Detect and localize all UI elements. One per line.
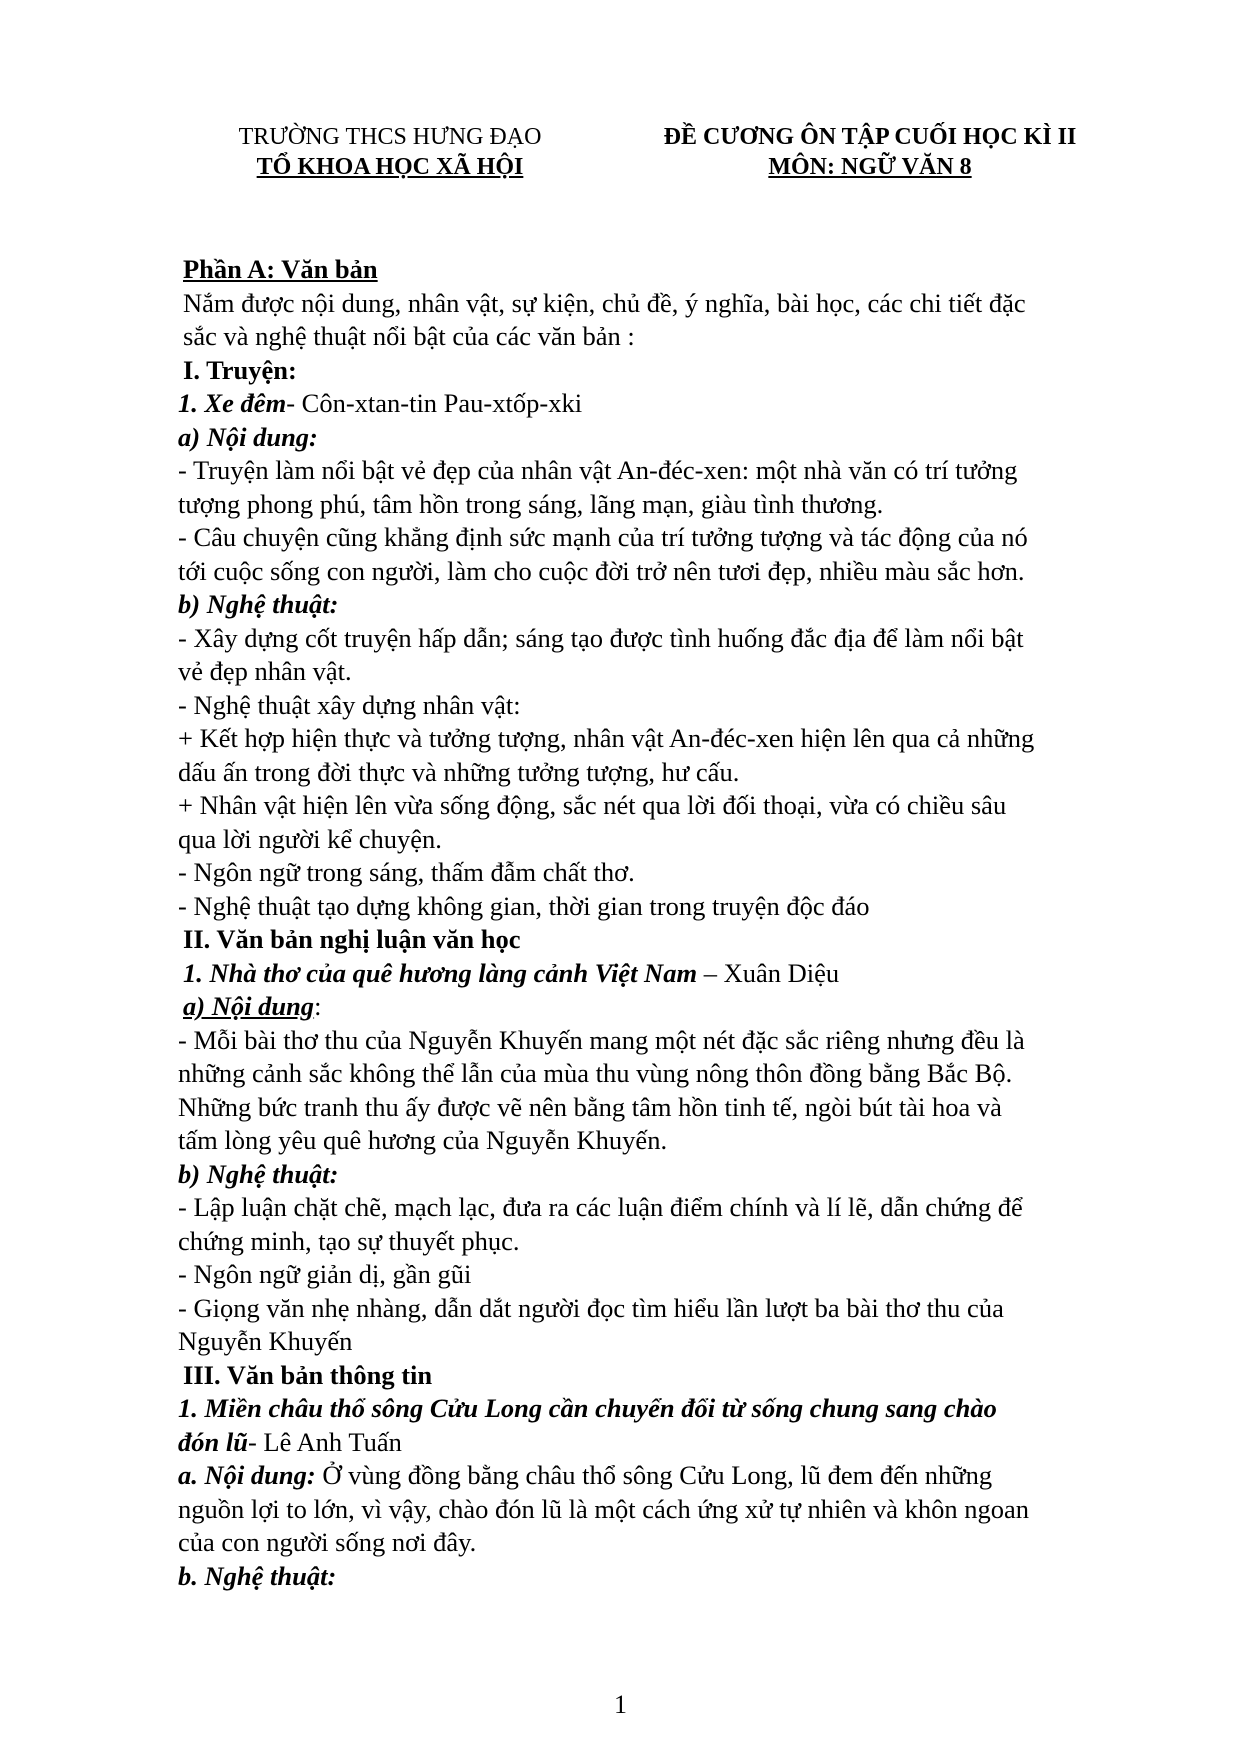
section-1-heading: I. Truyện: xyxy=(183,354,297,385)
paragraph-line: tới cuộc sống con người, làm cho cuộc đời trở nên tươi đẹp, nhiều màu sắc hơn. xyxy=(178,555,1025,586)
content-label-colon: : xyxy=(314,991,322,1021)
content-label-line xyxy=(178,990,1138,1024)
paragraph-line: - Nghệ thuật tạo dựng không gian, thời gian trong truyện độc đáo xyxy=(178,890,870,921)
paragraph-line: Những bức tranh thu ấy được vẽ nên bằng tâm hồn tinh tế, ngòi bút tài hoa và xyxy=(178,1091,1002,1122)
paragraph-line: + Kết hợp hiện thực và tưởng tượng, nhân vật An-đéc-xen hiện lên qua cả những xyxy=(178,723,1035,753)
paragraph-line: - Truyện làm nổi bật vẻ đẹp của nhân vật An-đéc-xen: một nhà văn có trí tưởng xyxy=(178,455,1018,485)
work-author: - Côn-xtan-tin Pau-xtốp-xki xyxy=(286,388,583,418)
content-label: a) Nội dung xyxy=(183,991,315,1021)
paragraph-line: tượng phong phú, tâm hồn trong sáng, lãng mạn, giàu tình thương. xyxy=(178,488,884,519)
work-author: - Lê Anh Tuấn xyxy=(247,1426,402,1457)
part-a-intro-line: Nắm được nội dung, nhân vật, sự kiện, chủ đề, ý nghĩa, bài học, các chi tiết đặc xyxy=(183,287,1026,318)
paragraph-line: - Xây dựng cốt truyện hấp dẫn; sáng tạo được tình huống đắc địa để làm nổi bật xyxy=(178,622,1024,653)
paragraph-line: Nguyễn Khuyến xyxy=(178,1326,353,1356)
section-3-work xyxy=(178,1426,1138,1460)
paragraph-line: - Ngôn ngữ trong sáng, thấm đẫm chất thơ. xyxy=(178,857,635,887)
paragraph-line: vẻ đẹp nhân vật. xyxy=(178,656,352,686)
art-label: b) Nghệ thuật: xyxy=(178,589,339,619)
work-title: 1. Nhà thơ của quê hương làng cảnh Việt Nam xyxy=(183,957,698,988)
document-body xyxy=(178,253,1138,1593)
work-author: – Xuân Diệu xyxy=(697,957,840,988)
page-number: 1 xyxy=(614,1690,627,1719)
header-right xyxy=(625,122,1115,182)
header-left xyxy=(190,122,590,182)
paragraph-line: + Nhân vật hiện lên vừa sống động, sắc nét qua lời đối thoại, vừa có chiều sâu xyxy=(178,790,1007,820)
document-title: ĐỀ CƯƠNG ÔN TẬP CUỐI HỌC KÌ II xyxy=(663,124,1077,150)
part-a-intro-line: sắc và nghệ thuật nổi bật của các văn bản : xyxy=(183,321,635,351)
subject-title: MÔN: NGỮ VĂN 8 xyxy=(768,154,972,180)
art-label: b) Nghệ thuật: xyxy=(178,1158,339,1189)
paragraph-line: - Ngôn ngữ giản dị, gần gũi xyxy=(178,1259,472,1289)
art-label: b. Nghệ thuật: xyxy=(178,1560,337,1591)
section-1-work xyxy=(178,387,1138,421)
paragraph-line: - Câu chuyện cũng khẳng định sức mạnh của trí tưởng tượng và tác động của nó xyxy=(178,522,1028,552)
department-name: TỔ KHOA HỌC XÃ HỘI xyxy=(256,154,524,180)
paragraph-line: dấu ấn trong đời thực và những tưởng tượng, hư cấu. xyxy=(178,756,740,787)
section-3-heading: III. Văn bản thông tin xyxy=(183,1359,433,1390)
section-2-work xyxy=(178,957,1138,991)
paragraph-line: - Nghệ thuật xây dựng nhân vật: xyxy=(178,689,521,720)
school-name: TRƯỜNG THCS HƯNG ĐẠO xyxy=(238,124,542,150)
section-2-heading: II. Văn bản nghị luận văn học xyxy=(183,924,521,954)
paragraph-line: của con người sống nơi đây. xyxy=(178,1527,477,1557)
paragraph-line: - Mỗi bài thơ thu của Nguyễn Khuyến mang một nét đặc sắc riêng nhưng đều là xyxy=(178,1024,1025,1055)
content-label: a. Nội dung: xyxy=(178,1460,316,1490)
paragraph-line: chứng minh, tạo sự thuyết phục. xyxy=(178,1225,520,1256)
content-first-line xyxy=(178,1459,1138,1493)
paragraph-text: Ở vùng đồng bằng châu thổ sông Cửu Long, lũ đem đến những xyxy=(315,1460,993,1490)
paragraph-line: nguồn lợi to lớn, vì vậy, chào đón lũ là một cách ứng xử tự nhiên và khôn ngoan xyxy=(178,1493,1030,1524)
paragraph-line: qua lời người kể chuyện. xyxy=(178,823,442,854)
paragraph-line: những cảnh sắc không thể lẫn của mùa thu vùng nông thôn đồng bằng Bắc Bộ. xyxy=(178,1058,1013,1088)
paragraph-line: - Lập luận chặt chẽ, mạch lạc, đưa ra các luận điểm chính và lí lẽ, dẫn chứng để xyxy=(178,1192,1023,1222)
part-a-heading: Phần A: Văn bản xyxy=(183,254,378,284)
work-title: đón lũ xyxy=(178,1426,248,1457)
content-label: a) Nội dung: xyxy=(178,421,318,452)
work-title: 1. Xe đêm xyxy=(178,388,287,418)
work-title: 1. Miền châu thổ sông Cửu Long cần chuyển đổi từ sống chung sang chào xyxy=(178,1393,997,1423)
paragraph-line: tấm lòng yêu quê hương của Nguyễn Khuyến. xyxy=(178,1125,668,1155)
paragraph-line: - Giọng văn nhẹ nhàng, dẫn dắt người đọc tìm hiểu lần lượt ba bài thơ thu của xyxy=(178,1292,1004,1323)
